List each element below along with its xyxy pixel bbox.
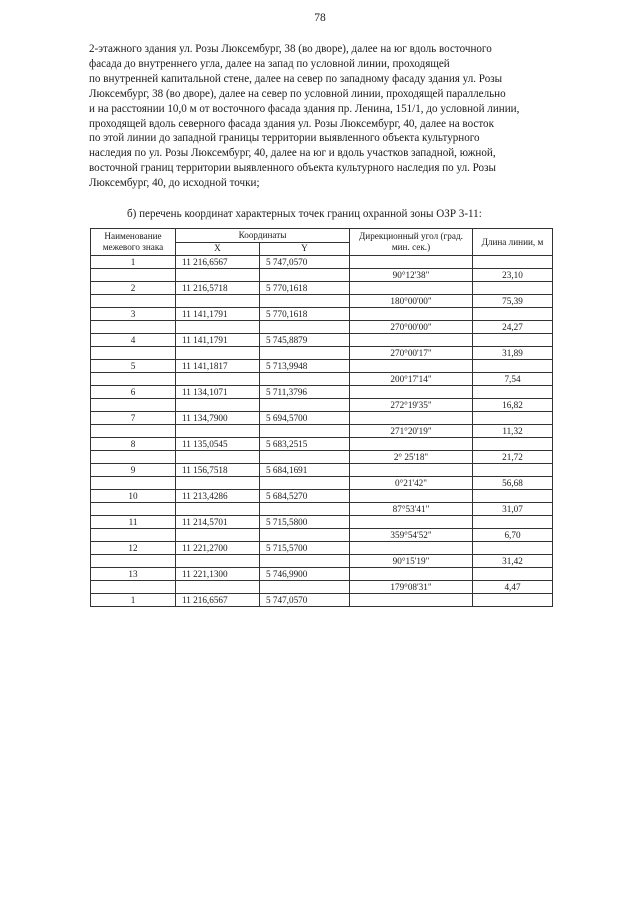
- empty-cell: [473, 256, 553, 269]
- empty-cell: [350, 438, 473, 451]
- paragraph-line: 2-этажного здания ул. Розы Люксембург, 38 (во дворе), далее на юг вдоль восточного: [89, 43, 492, 55]
- point-number: 1: [91, 594, 176, 607]
- header-x: X: [176, 242, 260, 256]
- coordinates-table: [90, 228, 553, 607]
- line-length: 4,47: [473, 581, 553, 594]
- paragraph-line: по внутренней капитальной стене, далее на север по западному фасаду здания ул. Розы: [89, 72, 503, 85]
- empty-cell: [473, 308, 553, 321]
- segment-row: [91, 347, 553, 360]
- empty-cell: [176, 347, 260, 360]
- empty-cell: [350, 334, 473, 347]
- paragraph-line: Люксембург, 38 (во дворе), далее на север по условной линии, проходящей параллельно: [89, 87, 506, 100]
- direction-angle: 87°53'41": [350, 503, 473, 516]
- empty-cell: [260, 503, 350, 516]
- segment-row: [91, 321, 553, 334]
- empty-cell: [350, 360, 473, 373]
- empty-cell: [350, 568, 473, 581]
- point-number: 13: [91, 568, 176, 581]
- line-length: 7,54: [473, 373, 553, 386]
- empty-cell: [176, 451, 260, 464]
- segment-row: [91, 373, 553, 386]
- line-length: 56,68: [473, 477, 553, 490]
- empty-cell: [91, 529, 176, 542]
- coord-y: 5 747,0570: [260, 594, 350, 607]
- header-point: Наименование межевого знака: [91, 229, 176, 256]
- empty-cell: [350, 516, 473, 529]
- coord-y: 5 715,5800: [260, 516, 350, 529]
- empty-cell: [350, 386, 473, 399]
- segment-row: [91, 399, 553, 412]
- empty-cell: [91, 295, 176, 308]
- empty-cell: [473, 490, 553, 503]
- coord-y: 5 684,1691: [260, 464, 350, 477]
- coord-y: 5 746,9900: [260, 568, 350, 581]
- empty-cell: [350, 594, 473, 607]
- table-body: [91, 256, 553, 607]
- empty-cell: [176, 529, 260, 542]
- paragraph-line: фасада до внутреннего угла, далее на запад по условной линии, проходящей: [89, 57, 450, 70]
- empty-cell: [473, 594, 553, 607]
- direction-angle: 272°19'35": [350, 399, 473, 412]
- empty-cell: [473, 282, 553, 295]
- point-number: 9: [91, 464, 176, 477]
- empty-cell: [91, 555, 176, 568]
- empty-cell: [473, 412, 553, 425]
- empty-cell: [473, 464, 553, 477]
- empty-cell: [91, 321, 176, 334]
- coord-x: 11 134,7900: [176, 412, 260, 425]
- point-number: 3: [91, 308, 176, 321]
- point-row: [91, 256, 553, 269]
- coord-y: 5 747,0570: [260, 256, 350, 269]
- empty-cell: [350, 464, 473, 477]
- paragraph-line: восточной границ территории выявленного объекта культурного наследия по ул. Розы: [89, 162, 496, 175]
- segment-row: [91, 269, 553, 282]
- point-row: [91, 360, 553, 373]
- paragraph-line: проходящей вдоль северного фасада здания ул. Розы Люксембург, 40, далее на восток: [89, 117, 494, 130]
- point-number: 11: [91, 516, 176, 529]
- direction-angle: 180°00'00": [350, 295, 473, 308]
- line-length: 16,82: [473, 399, 553, 412]
- point-row: [91, 568, 553, 581]
- empty-cell: [350, 308, 473, 321]
- segment-row: [91, 581, 553, 594]
- empty-cell: [473, 542, 553, 555]
- coord-x: 11 214,5701: [176, 516, 260, 529]
- coord-y: 5 770,1618: [260, 308, 350, 321]
- table-intro: б) перечень координат характерных точек границ охранной зоны ОЗР 3-11:: [127, 208, 482, 220]
- segment-row: [91, 503, 553, 516]
- empty-cell: [91, 347, 176, 360]
- empty-cell: [176, 581, 260, 594]
- coord-x: 11 141,1817: [176, 360, 260, 373]
- direction-angle: 200°17'14": [350, 373, 473, 386]
- paragraph-line: по этой линии до западной границы территории выявленного объекта культурного: [89, 132, 480, 145]
- coord-x: 11 213,4286: [176, 490, 260, 503]
- direction-angle: 270°00'17": [350, 347, 473, 360]
- point-number: 5: [91, 360, 176, 373]
- empty-cell: [260, 581, 350, 594]
- empty-cell: [176, 555, 260, 568]
- point-number: 7: [91, 412, 176, 425]
- empty-cell: [473, 568, 553, 581]
- empty-cell: [350, 282, 473, 295]
- empty-cell: [350, 490, 473, 503]
- direction-angle: 90°12'38": [350, 269, 473, 282]
- point-number: 10: [91, 490, 176, 503]
- empty-cell: [260, 555, 350, 568]
- empty-cell: [176, 425, 260, 438]
- point-row: [91, 438, 553, 451]
- line-length: 31,42: [473, 555, 553, 568]
- point-number: 1: [91, 256, 176, 269]
- empty-cell: [176, 399, 260, 412]
- coord-x: 11 141,1791: [176, 334, 260, 347]
- segment-row: [91, 295, 553, 308]
- empty-cell: [91, 477, 176, 490]
- line-length: 31,07: [473, 503, 553, 516]
- empty-cell: [260, 451, 350, 464]
- coord-x: 11 216,5718: [176, 282, 260, 295]
- empty-cell: [91, 373, 176, 386]
- line-length: 23,10: [473, 269, 553, 282]
- point-row: [91, 594, 553, 607]
- point-row: [91, 334, 553, 347]
- empty-cell: [260, 373, 350, 386]
- coord-x: 11 221,2700: [176, 542, 260, 555]
- line-length: 75,39: [473, 295, 553, 308]
- line-length: 24,27: [473, 321, 553, 334]
- point-row: [91, 542, 553, 555]
- empty-cell: [91, 503, 176, 516]
- empty-cell: [91, 581, 176, 594]
- coord-y: 5 683,2515: [260, 438, 350, 451]
- coord-x: 11 216,6567: [176, 256, 260, 269]
- coord-y: 5 745,8879: [260, 334, 350, 347]
- empty-cell: [350, 256, 473, 269]
- header-coords: Координаты: [176, 229, 350, 243]
- coord-y: 5 770,1618: [260, 282, 350, 295]
- segment-row: [91, 451, 553, 464]
- empty-cell: [176, 295, 260, 308]
- empty-cell: [176, 503, 260, 516]
- coord-x: 11 221,1300: [176, 568, 260, 581]
- line-length: 31,89: [473, 347, 553, 360]
- coord-y: 5 715,5700: [260, 542, 350, 555]
- empty-cell: [260, 425, 350, 438]
- page-number: 78: [314, 12, 326, 24]
- direction-angle: 179°08'31": [350, 581, 473, 594]
- point-number: 12: [91, 542, 176, 555]
- empty-cell: [91, 269, 176, 282]
- line-length: 11,32: [473, 425, 553, 438]
- empty-cell: [473, 334, 553, 347]
- direction-angle: 270°00'00": [350, 321, 473, 334]
- direction-angle: 0°21'42": [350, 477, 473, 490]
- coord-y: 5 684,5270: [260, 490, 350, 503]
- coord-x: 11 135,0545: [176, 438, 260, 451]
- coord-y: 5 694,5700: [260, 412, 350, 425]
- coord-y: 5 711,3796: [260, 386, 350, 399]
- segment-row: [91, 477, 553, 490]
- point-number: 2: [91, 282, 176, 295]
- empty-cell: [260, 529, 350, 542]
- paragraph-line: и на расстоянии 10,0 м от восточного фасада здания пр. Ленина, 151/1, до условной линии,: [89, 102, 520, 115]
- direction-angle: 359°54'52": [350, 529, 473, 542]
- direction-angle: 271°20'19": [350, 425, 473, 438]
- coord-y: 5 713,9948: [260, 360, 350, 373]
- coord-x: 11 141,1791: [176, 308, 260, 321]
- empty-cell: [350, 542, 473, 555]
- empty-cell: [260, 295, 350, 308]
- segment-row: [91, 529, 553, 542]
- header-length: Длина линии, м: [473, 229, 553, 256]
- empty-cell: [473, 386, 553, 399]
- body-paragraph: [89, 42, 553, 191]
- segment-row: [91, 425, 553, 438]
- point-number: 4: [91, 334, 176, 347]
- header-y: Y: [260, 242, 350, 256]
- empty-cell: [473, 360, 553, 373]
- empty-cell: [260, 269, 350, 282]
- paragraph-line: наследия по ул. Розы Люксембург, 40, далее на юг и вдоль участков западной, южной,: [89, 147, 496, 160]
- empty-cell: [473, 516, 553, 529]
- empty-cell: [176, 373, 260, 386]
- empty-cell: [473, 438, 553, 451]
- coord-x: 11 216,6567: [176, 594, 260, 607]
- paragraph-line: Люксембург, 40, до исходной точки;: [89, 177, 260, 190]
- coord-x: 11 156,7518: [176, 464, 260, 477]
- point-row: [91, 516, 553, 529]
- point-row: [91, 464, 553, 477]
- empty-cell: [260, 399, 350, 412]
- point-row: [91, 282, 553, 295]
- point-row: [91, 490, 553, 503]
- empty-cell: [260, 347, 350, 360]
- point-row: [91, 386, 553, 399]
- direction-angle: 90°15'19": [350, 555, 473, 568]
- segment-row: [91, 555, 553, 568]
- point-number: 6: [91, 386, 176, 399]
- coord-x: 11 134,1071: [176, 386, 260, 399]
- empty-cell: [176, 269, 260, 282]
- empty-cell: [91, 425, 176, 438]
- line-length: 21,72: [473, 451, 553, 464]
- header-angle: Дирекционный угол (град. мин. сек.): [350, 229, 473, 256]
- empty-cell: [350, 412, 473, 425]
- empty-cell: [260, 321, 350, 334]
- empty-cell: [176, 477, 260, 490]
- empty-cell: [176, 321, 260, 334]
- empty-cell: [91, 451, 176, 464]
- point-number: 8: [91, 438, 176, 451]
- empty-cell: [260, 477, 350, 490]
- point-row: [91, 308, 553, 321]
- direction-angle: 2° 25'18": [350, 451, 473, 464]
- line-length: 6,70: [473, 529, 553, 542]
- point-row: [91, 412, 553, 425]
- empty-cell: [91, 399, 176, 412]
